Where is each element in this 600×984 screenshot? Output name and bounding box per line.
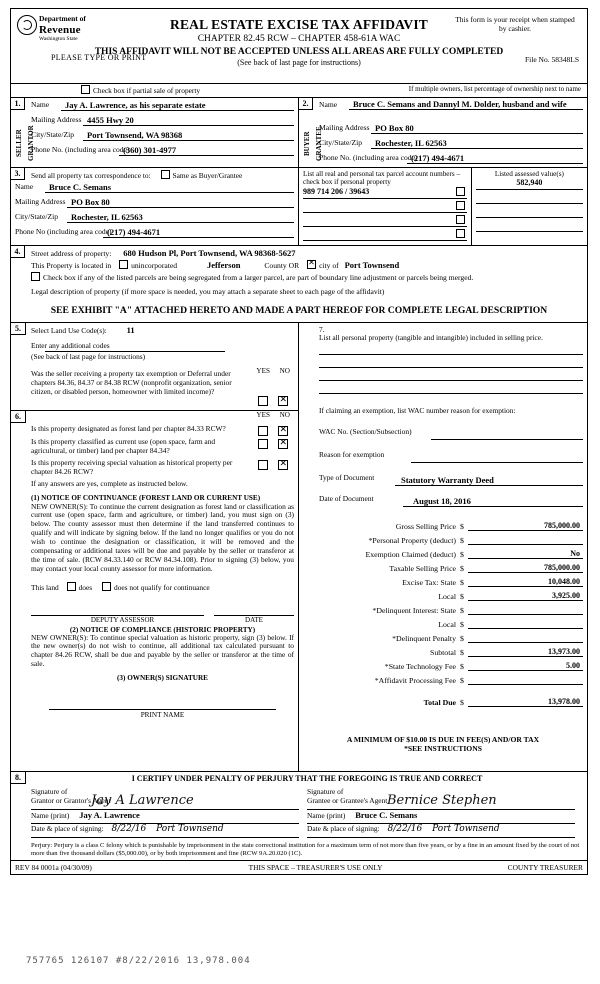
grantee-sig-label1: Signature of: [307, 787, 344, 797]
corr-name-value[interactable]: Bruce C. Semans: [45, 182, 294, 193]
section7-number: 7.: [319, 324, 325, 334]
corr-name-label: Name: [15, 182, 34, 191]
account-row[interactable]: [303, 201, 467, 213]
total-due-label: Total Due: [423, 698, 456, 708]
reason-label: Reason for exemption: [319, 450, 385, 460]
dollar-sign: $: [460, 634, 464, 644]
deputy-assessor-label: DEPUTY ASSESSOR: [90, 615, 155, 624]
does-qualify-checkbox[interactable]: [67, 582, 76, 591]
personal-property-line-4[interactable]: [319, 381, 583, 394]
subtotal-value[interactable]: 13,973.00: [468, 647, 583, 657]
does-not-label: does not qualify for continuance: [114, 582, 210, 592]
current-use-question: [31, 437, 294, 456]
forest-land-no-checkbox[interactable]: [278, 426, 288, 436]
reason-value[interactable]: [411, 453, 583, 463]
personal-property-line-3[interactable]: [319, 368, 583, 381]
seller-phone-label: Phone No. (including area code): [31, 145, 130, 154]
form-subtitle: CHAPTER 82.45 RCW – CHAPTER 458-61A WAC: [197, 34, 401, 44]
forest-land-question-text: Is this property designated as forest land per chapter 84.33 RCW?: [31, 424, 226, 434]
affidavit-processing-fee-value[interactable]: [468, 684, 583, 685]
doc-date-label: Date of Document: [319, 494, 374, 504]
section6-number: 6.: [11, 411, 26, 423]
excise-tax-affidavit-form: [10, 8, 588, 875]
assessed-heading: Listed assessed value(s): [494, 170, 564, 178]
city-label: city of: [319, 260, 339, 270]
grantor-signature-row[interactable]: [31, 793, 299, 810]
street-address-row: [31, 248, 583, 258]
buyer-section: [299, 98, 587, 167]
partial-sale-label: Check box if partial sale of property: [93, 86, 201, 95]
current-use-yes-checkbox[interactable]: [258, 439, 268, 449]
property-section: [11, 245, 587, 299]
seller-vertical-label: SELLER GRANTOR: [15, 125, 35, 162]
forest-land-yes-checkbox[interactable]: [258, 426, 268, 436]
affidavit-processing-fee-label: *Affidavit Processing Fee: [374, 676, 456, 686]
wac-label: WAC No. (Section/Subsection): [319, 427, 412, 437]
money-row: [303, 587, 583, 601]
land-use-code[interactable]: 11: [126, 324, 135, 335]
corr-citystatezip-label: City/State/Zip: [15, 212, 59, 221]
file-no-label: File No.: [525, 55, 550, 64]
money-row: [303, 657, 583, 671]
left-column: [11, 323, 299, 772]
unincorporated-field[interactable]: [119, 261, 177, 270]
grantee-name-label: Name (print): [307, 811, 346, 821]
parcel-accounts: [299, 168, 472, 245]
personal-property-line-1[interactable]: [319, 342, 583, 355]
money-row: [303, 693, 583, 707]
total-due-value[interactable]: 13,978.00: [468, 697, 583, 707]
grantor-sig-label2: Grantor or Grantor's Agent: [31, 796, 111, 806]
same-as-buyer-label: Same as Buyer/Grantee: [172, 171, 243, 180]
delinquent-interest-local-value[interactable]: [468, 628, 583, 629]
owner-signature-line[interactable]: [49, 708, 276, 710]
historic-yes-checkbox[interactable]: [258, 460, 268, 470]
seller-citystatezip-value[interactable]: Port Townsend, WA 98368: [83, 130, 294, 141]
buyer-name-label: Name: [319, 100, 338, 109]
exemption-claim-note: If claiming an exemption, list WAC number reason for exemption:: [319, 406, 516, 416]
file-no-value: 58348LS: [551, 55, 579, 64]
land-use-row: [31, 325, 294, 335]
grantor-name-value: Jay A. Lawrence: [79, 810, 140, 821]
money-row: [303, 559, 583, 573]
grantee-name-value: Bruce C. Semans: [355, 810, 418, 821]
city-checkbox[interactable]: [307, 260, 316, 269]
correspondence-section: [11, 167, 587, 245]
current-use-no-checkbox[interactable]: [278, 439, 288, 449]
dept-label: Department of: [39, 14, 86, 23]
money-row: [303, 643, 583, 657]
grantor-signature-value: Jay A Lawrence: [91, 793, 194, 809]
corr-mailing-label: Mailing Address: [15, 197, 66, 206]
land-use-section-number: 5.: [11, 323, 26, 335]
dollar-sign: $: [460, 522, 464, 532]
city-value[interactable]: Port Townsend: [344, 259, 400, 270]
treasurer-space-label: THIS SPACE – TREASURER'S USE ONLY: [248, 863, 383, 873]
property-section-number: 4.: [11, 246, 25, 258]
money-row: [303, 615, 583, 629]
corr-phone-label: Phone No (including area code): [15, 227, 112, 236]
assessed-row: [476, 178, 583, 190]
street-address-label: Street address of property:: [31, 248, 112, 258]
grantor-name-row[interactable]: [31, 810, 299, 824]
continuance-qualify-row[interactable]: [31, 582, 294, 592]
doc-date-value[interactable]: August 18, 2016: [403, 496, 583, 507]
grantor-date-row[interactable]: [31, 824, 299, 838]
money-table: [303, 517, 583, 707]
dollar-sign: $: [460, 564, 464, 574]
same-as-buyer-field[interactable]: [161, 171, 243, 180]
dollar-sign: $: [460, 578, 464, 588]
buyer-phone-value[interactable]: (217) 494-4671: [407, 153, 583, 164]
county-or-label: County OR: [264, 260, 300, 270]
receipt-note: This form is your receipt when stamped by cashier.: [455, 15, 575, 34]
seller-section-number: 1.: [11, 98, 25, 110]
section6-note: If any answers are yes, complete as instructed below.: [31, 478, 188, 488]
excise-tax-local-label: Local: [438, 592, 456, 602]
assessed-row: [476, 192, 583, 204]
correspondence-heading-text: Send all property tax correspondence to:: [31, 171, 151, 180]
print-name-label: PRINT NAME: [140, 711, 185, 720]
personal-property-line-2[interactable]: [319, 355, 583, 368]
account-row[interactable]: [303, 215, 467, 227]
grantee-signature-block: [307, 787, 583, 838]
delinquent-penalty-label: *Delinquent Penalty: [392, 634, 456, 644]
historic-question: [31, 458, 294, 477]
grantor-date-label: Date & place of signing:: [31, 824, 104, 834]
seller-name-label: Name: [31, 100, 50, 109]
land-use-instructions: (See back of last page for instructions): [31, 351, 146, 361]
legal-desc-note: Legal description of property (if more space is needed, you may attach a separate sheet to each page of the affidavit): [31, 286, 385, 296]
money-row: [303, 573, 583, 587]
forest-land-question: [31, 424, 294, 433]
dollar-sign: $: [460, 536, 464, 546]
buyer-vertical-label: BUYER GRANTEE: [303, 126, 323, 161]
corr-phone-value[interactable]: (217) 494-4671: [103, 227, 294, 238]
city-field[interactable]: [307, 261, 339, 270]
county-treasurer-label: COUNTY TREASURER: [507, 863, 583, 873]
exemption-question-text: Was the seller receiving a property tax exemption or Deferral under chapters 84.36, 84.37 or 84.38 RCW (nonprofit organization, senior citizen, or disabled person, homeowner with limited income)?: [31, 368, 232, 397]
personal-property-checkbox-2[interactable]: [456, 201, 465, 210]
grantee-date-label: Date & place of signing:: [307, 824, 380, 834]
rev-number: REV 84 0001a (04/30/09): [15, 863, 92, 873]
exhibit-reference: SEE EXHIBIT "A" ATTACHED HERETO AND MADE A PART HEREOF FOR COMPLETE LEGAL DESCRIPTION: [50, 304, 548, 316]
corr-citystatezip-value[interactable]: Rochester, IL 62563: [67, 212, 294, 223]
seller-phone-value[interactable]: (360) 301-4977: [119, 145, 294, 156]
dollar-sign: $: [460, 592, 464, 602]
revenue-swirl-icon: [17, 15, 37, 35]
see-instructions-note: *SEE INSTRUCTIONS: [404, 744, 482, 754]
seller-name-value[interactable]: Jay A. Lawrence, as his separate estate: [61, 100, 294, 111]
dollar-sign: $: [460, 606, 464, 616]
file-number: [525, 55, 579, 64]
buyer-name-value[interactable]: Bruce C. Semans and Dannyl M. Dolder, husband and wife: [349, 99, 583, 110]
grantee-signature-row[interactable]: [307, 793, 575, 810]
parties-block: [11, 97, 587, 167]
dollar-sign: $: [460, 620, 464, 630]
state-technology-fee-value[interactable]: 5.00: [468, 661, 583, 671]
grantor-sig-label1: Signature of: [31, 787, 68, 797]
location-row: [31, 260, 583, 270]
buyer-phone-label: Phone No. (including area code): [319, 153, 418, 162]
correspondence-section-number: 3.: [11, 168, 25, 180]
gross-selling-price-label: Gross Selling Price: [395, 522, 456, 532]
same-as-buyer-checkbox[interactable]: [161, 170, 170, 179]
notice-continuance-body: NEW OWNER(S): To continue the current designation as forest land or classification as current use (open space, farm and agriculture, or timber) land, you must sign on (3) below. The county assessor must then determine if the land transferred continues to qualify and will indicate by signing below. If the land no longer qualifies or you do not wish to continue the designation or classification, it will be removed and the compensating or additional taxes will be due and payable by the seller or transferor at the time of sale. (RCW 84.33.140 or RCW 84.34.108). Prior to signing (3) below, you may contact your local county assessor for more information.: [31, 501, 294, 573]
money-row: [303, 545, 583, 559]
grantor-name-label: Name (print): [31, 811, 70, 821]
money-row: [303, 531, 583, 545]
taxable-selling-price-value[interactable]: 785,000.00: [468, 563, 583, 573]
located-label: This Property is located in: [31, 260, 112, 270]
please-type-label: PLEASE TYPE OR PRINT: [51, 53, 147, 62]
delinquent-penalty-value[interactable]: [468, 642, 583, 643]
excise-tax-local-value[interactable]: 3,925.00: [468, 591, 583, 601]
grantee-signature-value: Bernice Stephen: [387, 793, 497, 809]
exemption-yes-checkbox[interactable]: [258, 396, 268, 406]
doc-type-label: Type of Document: [319, 473, 375, 483]
grantor-signature-block: [31, 787, 307, 838]
dollar-sign: $: [460, 698, 464, 708]
excise-tax-state-label: Excise Tax: State: [402, 578, 456, 588]
delinquent-interest-state-label: *Delinquent Interest: State: [372, 606, 456, 616]
seller-mailing-label: Mailing Address: [31, 115, 82, 124]
certification-section: [11, 771, 587, 860]
money-row: [303, 671, 583, 685]
money-row: [303, 629, 583, 643]
historic-question-text: Is this property receiving special valuation as historical property per chapter 84.26 RCW?: [31, 458, 233, 477]
personal-property-checkbox-1[interactable]: [456, 187, 465, 196]
personal-property-heading: List all personal property (tangible and intangible) included in selling price.: [319, 332, 543, 342]
page-title: REAL ESTATE EXCISE TAX AFFIDAVIT: [170, 17, 428, 32]
grantee-name-row[interactable]: [307, 810, 575, 824]
buyer-mailing-label: Mailing Address: [319, 123, 370, 132]
assessor-date-label: DATE: [245, 615, 263, 624]
personal-property-deduct-value[interactable]: [468, 544, 583, 545]
exemption-question: [31, 366, 294, 397]
unincorporated-checkbox[interactable]: [119, 260, 128, 269]
no-header: NO: [279, 366, 290, 375]
partial-sale-checkbox[interactable]: [81, 85, 90, 94]
exemption-claimed-value[interactable]: No: [468, 549, 583, 559]
multiple-owners-note: If multiple owners, list percentage of ownership next to name: [408, 85, 581, 93]
historic-no-checkbox[interactable]: [278, 460, 288, 470]
main-two-column: [11, 322, 587, 772]
revenue-label: Revenue: [39, 23, 81, 36]
treasurer-stamp: 757765 126107 #8/22/2016 13,978.004: [26, 956, 251, 966]
grantor-date-value: 8/22/16: [111, 824, 147, 835]
dollar-sign: $: [460, 662, 464, 672]
seller-section: [11, 98, 299, 167]
dollar-sign: $: [460, 648, 464, 658]
owner-signature-title: (3) OWNER(S) SIGNATURE: [117, 674, 208, 683]
yes-header: YES: [256, 366, 270, 375]
partial-sale-field[interactable]: [81, 85, 200, 95]
assessed-value-1: 582,940: [516, 178, 543, 188]
buyer-citystatezip-label: City/State/Zip: [319, 138, 363, 147]
seller-citystatezip-label: City/State/Zip: [31, 130, 75, 139]
segregated-checkbox[interactable]: [31, 272, 40, 281]
notice-compliance-title: (2) NOTICE OF COMPLIANCE (HISTORIC PROPERTY): [69, 625, 256, 634]
land-use-label: Select Land Use Code(s):: [31, 325, 107, 335]
gross-selling-price-value[interactable]: 785,000.00: [468, 521, 583, 531]
accounts-heading: List all real and personal tax parcel account numbers – check box if personal property: [303, 170, 461, 187]
exemption-claimed-label: Exemption Claimed (deduct): [365, 550, 456, 560]
grantee-date-row[interactable]: [307, 824, 575, 838]
notice-compliance-body: NEW OWNER(S): To continue special valuation as historic property, sign (3) below. If the new owner(s) do not wish to continue, all additional tax calculated pursuant to chapter 84.26 RCW, shall be due and payable by the seller or transferor at the time of sale.: [31, 632, 294, 669]
dollar-sign: $: [460, 550, 464, 560]
delinquent-interest-state-value[interactable]: [468, 614, 583, 615]
segregated-row[interactable]: [31, 272, 583, 282]
section6-yes-header: YES: [256, 411, 270, 420]
does-not-qualify-checkbox[interactable]: [102, 582, 111, 591]
correspondence-left: [11, 168, 299, 245]
subtotal-label: Subtotal: [430, 648, 456, 658]
certify-title: I CERTIFY UNDER PENALTY OF PERJURY THAT THE FOREGOING IS TRUE AND CORRECT: [131, 774, 483, 784]
state-label: Washington State: [39, 36, 78, 43]
corr-mailing-value[interactable]: PO Box 80: [67, 197, 294, 208]
form-header: [11, 9, 587, 83]
money-row: [303, 601, 583, 615]
dollar-sign: $: [460, 676, 464, 686]
grantee-place-value: Port Townsend: [432, 824, 500, 835]
form-warning: THIS AFFIDAVIT WILL NOT BE ACCEPTED UNLESS ALL AREAS ARE FULLY COMPLETED: [94, 47, 504, 57]
assessed-values: [472, 168, 587, 245]
current-use-question-text: Is this property classified as current use (open space, farm and agricultural, or timber) land per chapter 84.34?: [31, 436, 216, 455]
money-row: [303, 517, 583, 531]
assessed-row: [476, 206, 583, 218]
personal-property-deduct-label: *Personal Property (deduct): [368, 536, 456, 546]
additional-codes-note: Enter any additional codes: [31, 340, 110, 350]
partial-sale-row: [11, 83, 587, 97]
taxable-selling-price-label: Taxable Selling Price: [389, 564, 456, 574]
see-back-note: (See back of last page for instructions): [237, 58, 361, 67]
segregated-label: Check box if any of the listed parcels are being segregated from a larger parcel, are part of boundary line adjustment or parcels being merged.: [43, 272, 474, 282]
excise-tax-state-value[interactable]: 10,048.00: [468, 577, 583, 587]
does-label: does: [78, 582, 93, 592]
dor-logo: [17, 15, 137, 43]
personal-property-checkbox-3[interactable]: [456, 215, 465, 224]
state-technology-fee-label: *State Technology Fee: [384, 662, 456, 672]
certify-section-number: 8.: [11, 772, 26, 784]
assessed-row: [476, 220, 583, 232]
this-land-label: This land: [31, 582, 59, 592]
account-number-1: 989 714 206 / 39643: [303, 186, 370, 196]
buyer-mailing-value[interactable]: PO Box 80: [371, 123, 583, 134]
buyer-citystatezip-value[interactable]: Rochester, IL 62563: [371, 138, 583, 149]
grantor-place-value: Port Townsend: [156, 824, 224, 835]
wac-value[interactable]: [431, 430, 583, 440]
delinquent-interest-local-label: Local: [438, 620, 456, 630]
correspondence-heading: [31, 170, 294, 180]
grantee-date-value: 8/22/16: [387, 824, 423, 835]
personal-property-checkbox-4[interactable]: [456, 229, 465, 238]
exemption-no-checkbox[interactable]: [278, 396, 288, 406]
buyer-section-number: 2.: [299, 98, 313, 110]
street-address-value[interactable]: 680 Hudson Pl, Port Townsend, WA 98368-5627: [123, 247, 296, 258]
right-column: [299, 323, 587, 772]
minimum-fee-note: A MINIMUM OF $10.00 IS DUE IN FEE(S) AND/OR TAX: [346, 735, 540, 745]
doc-type-value[interactable]: Statutory Warranty Deed: [395, 475, 583, 486]
account-row[interactable]: [303, 187, 467, 199]
grantee-sig-label2: Grantee or Grantee's Agent: [307, 796, 388, 806]
seller-mailing-value[interactable]: 4455 Hwy 20: [83, 115, 294, 126]
land-use-section: [11, 323, 298, 411]
section6-no-header: NO: [279, 411, 290, 420]
notice-continuance-title: (1) NOTICE OF CONTINUANCE (FOREST LAND OR CURRENT USE): [31, 493, 261, 502]
section6: [11, 410, 298, 747]
form-footer: [11, 860, 587, 874]
perjury-note: Perjury: Perjury is a class C felony which is punishable by imprisonment in the state correctional institution for a maximum term of not more than five years, or by a fine in an amount fixed by the court of not more than five thousand dollars ($5,000.00), or by both imprisonment and fine (RCW 9A.20.020 (1C).: [31, 842, 580, 858]
county-value[interactable]: Jefferson: [206, 259, 241, 270]
unincorporated-label: unincorporated: [131, 260, 178, 270]
account-row[interactable]: [303, 229, 467, 241]
